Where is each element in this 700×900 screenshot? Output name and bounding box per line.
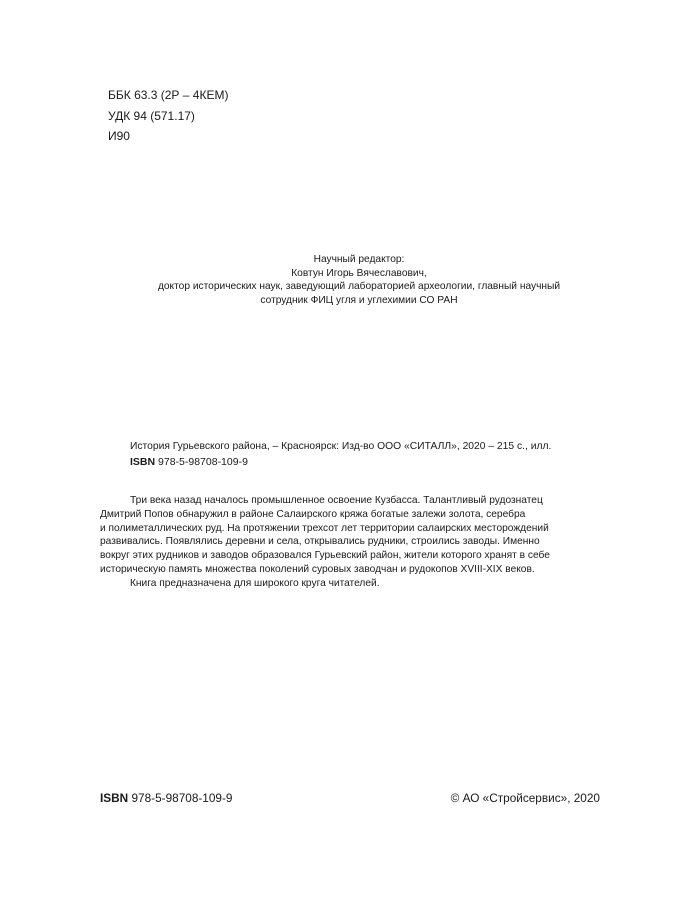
abstract-line: Дмитрий Попов обнаружил в районе Салаирского кряжа богатые залежи золота, серебра	[100, 508, 526, 520]
citation-reference: История Гурьевского района, – Красноярск: Изд-во ООО «СИТАЛЛ», 2020 – 215 с., илл.	[130, 441, 552, 452]
editor-credentials-line-2: сотрудник ФИЦ угля и углехимии СО РАН	[260, 294, 458, 306]
footer-isbn	[100, 791, 232, 805]
editor-credentials-line-1: доктор исторических наук, заведующий лабораторией археологии, главный научный	[157, 281, 561, 292]
abstract-line: развивались. Появлялись деревни и села, открывались рудники, строились заводы. Именно	[100, 536, 540, 548]
scientific-editor-block	[140, 253, 578, 307]
abstract-line: вокруг этих рудников и заводов образовался Гурьевский район, жители которого хранят в себе	[100, 550, 550, 562]
citation-isbn-label: ISBN	[130, 455, 156, 468]
citation-isbn	[130, 455, 551, 470]
classification-codes	[108, 85, 228, 147]
editor-role: Научный редактор:	[313, 254, 405, 265]
citation-isbn-number: 978-5-98708-109-9	[158, 455, 248, 468]
author-mark: И90	[108, 129, 130, 143]
abstract-audience: Книга предназначена для широкого круга читателей.	[130, 577, 380, 589]
udk-code: УДК 94 (571.17)	[108, 108, 195, 123]
footer-isbn-number: 978-5-98708-109-9	[131, 791, 233, 805]
copyright-notice: © АО «Стройсервис», 2020	[450, 791, 600, 805]
bbk-code: ББК 63.3 (2Р – 4КЕМ)	[108, 88, 229, 102]
abstract-line: историческую память множества поколений суровых заводчан и рудокопов XVIII-XIX веков.	[100, 563, 535, 575]
editor-name: Ковтун Игорь Вячеславович,	[291, 267, 427, 279]
abstract-line: Три века назад началось промышленное освоение Кузбасса. Талантливый рудознатец	[130, 495, 543, 506]
bibliographic-citation	[130, 440, 551, 469]
book-abstract	[100, 494, 560, 591]
abstract-line: и полиметаллических руд. На протяжении трехсот лет территории салаирских месторождений	[100, 522, 549, 534]
footer-isbn-label: ISBN	[100, 791, 129, 805]
